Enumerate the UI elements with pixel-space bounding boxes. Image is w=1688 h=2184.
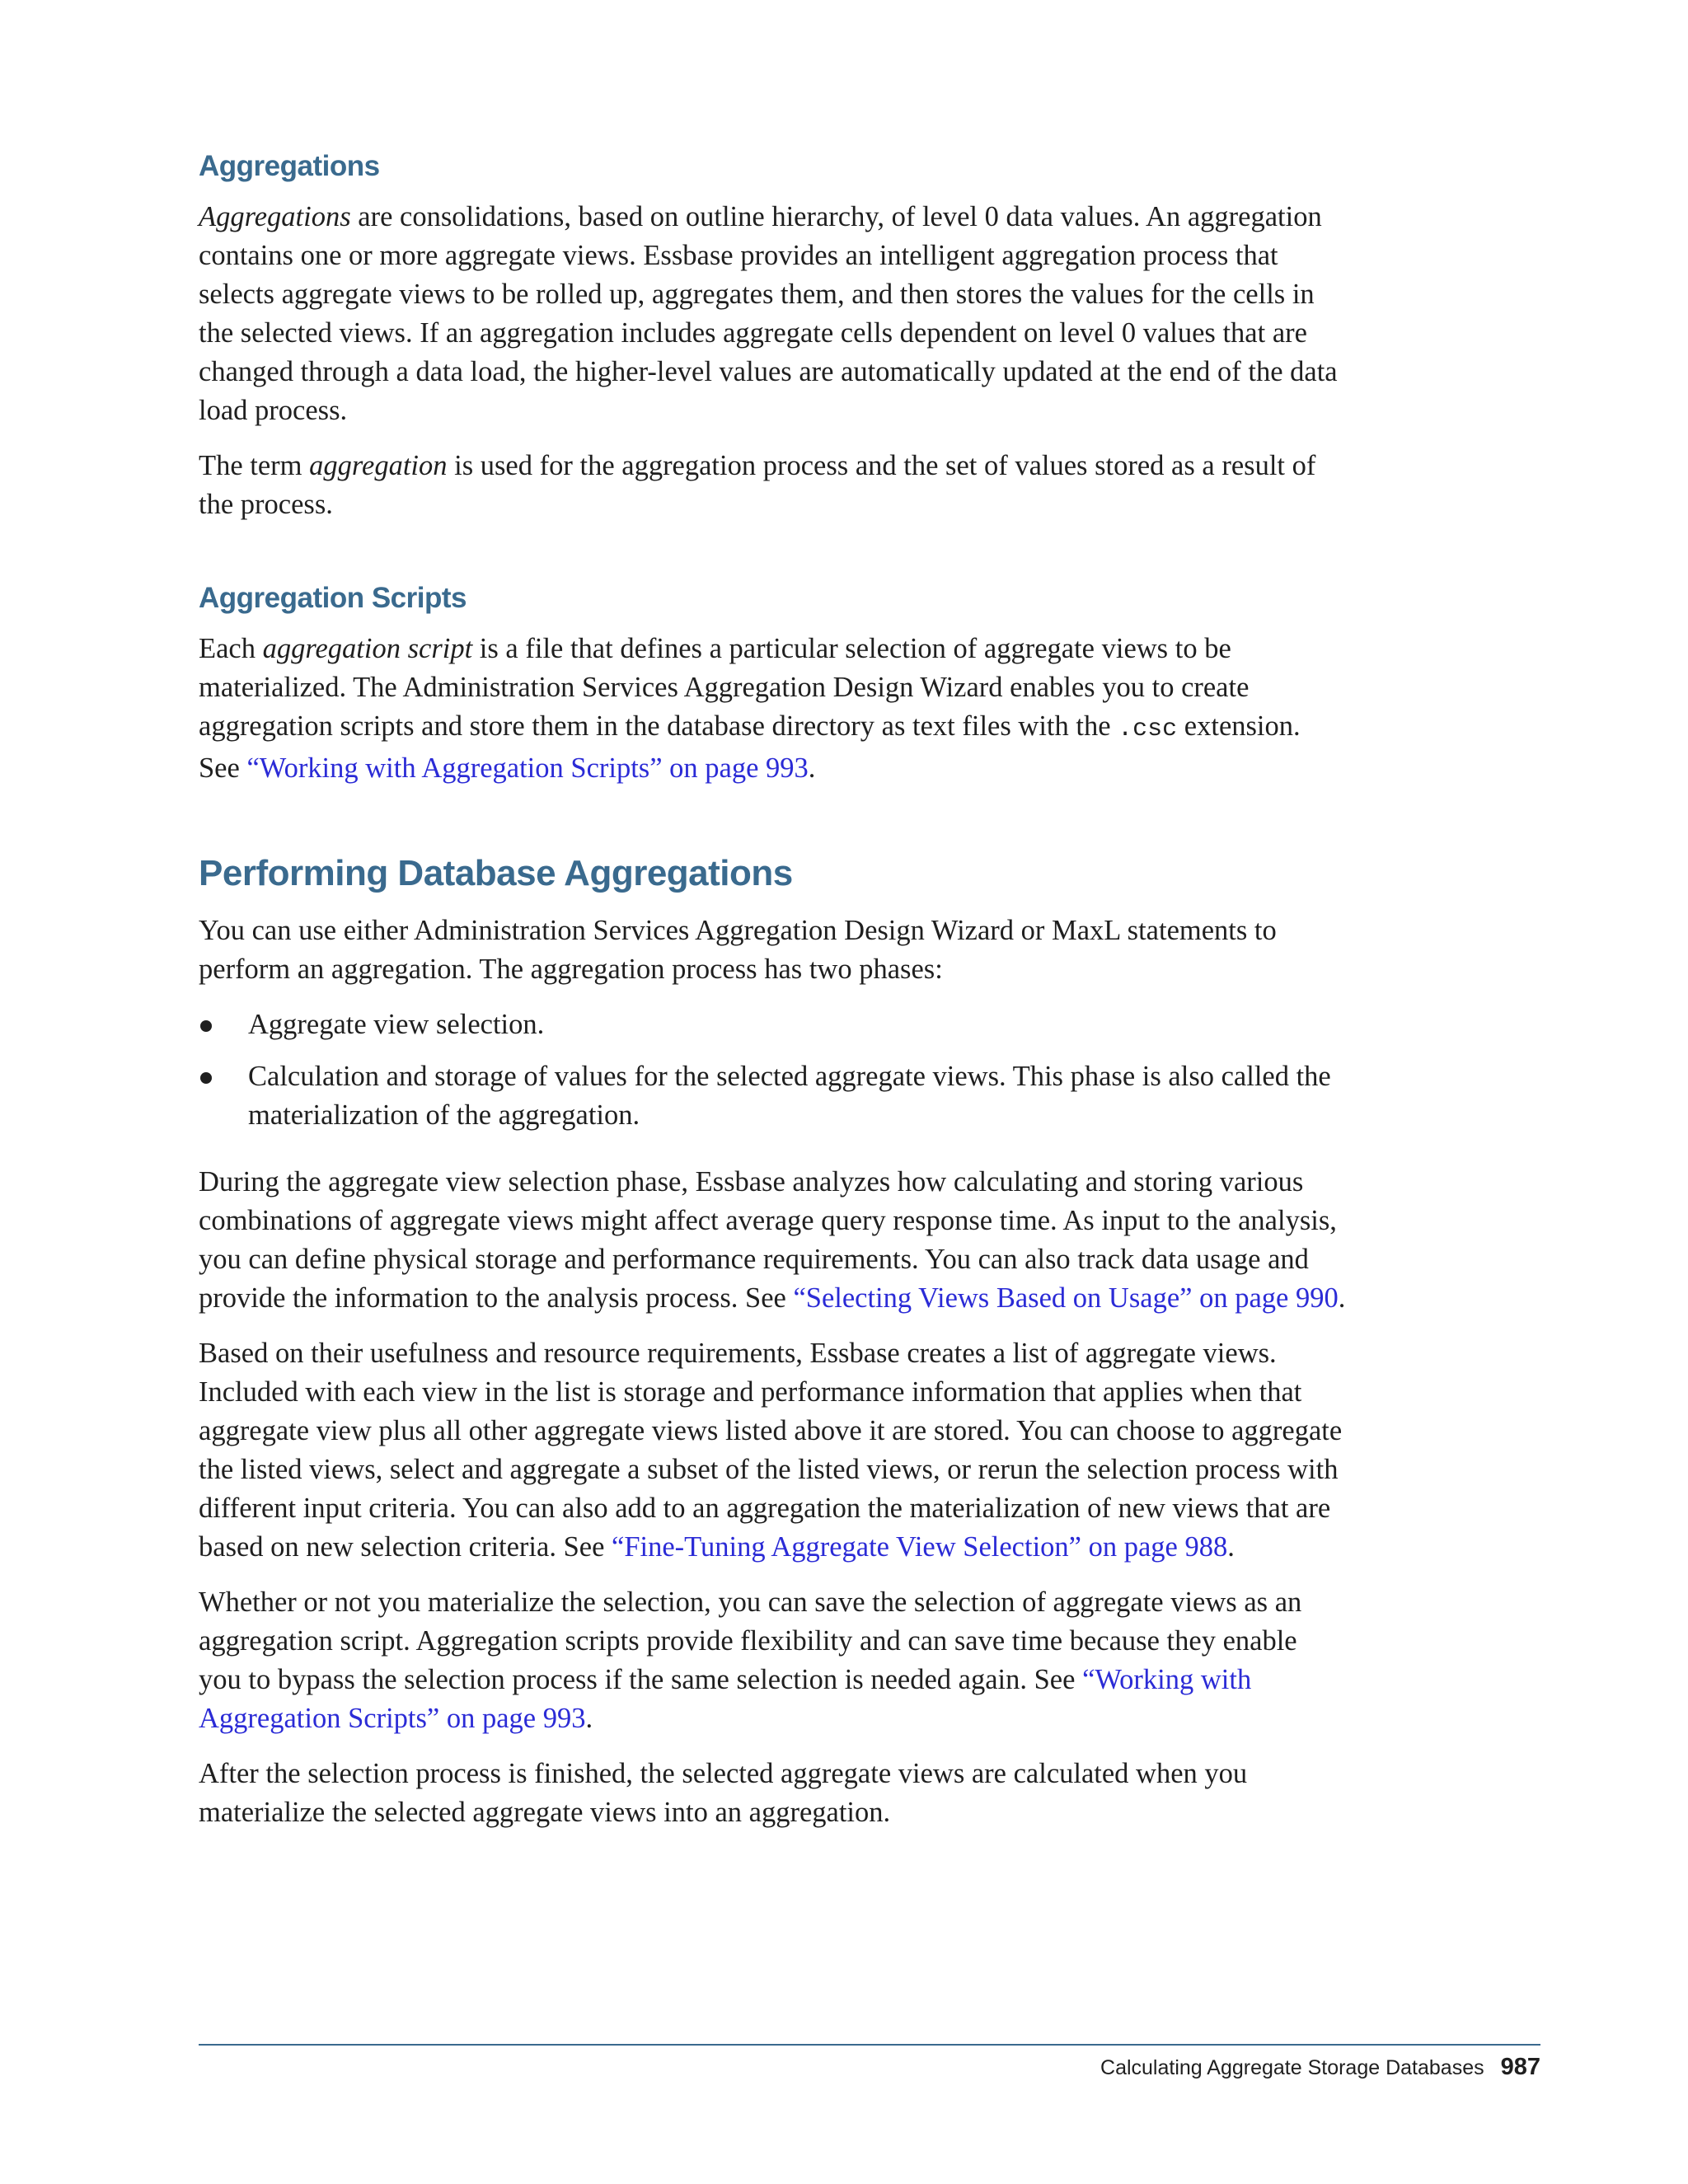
- term-aggregations: Aggregations: [199, 201, 351, 232]
- page-number: 987: [1500, 2054, 1540, 2080]
- paragraph-aggregation-term: [199, 447, 1346, 524]
- text: Each: [199, 633, 263, 664]
- text: .: [1338, 1282, 1346, 1314]
- bullet-icon: [200, 1020, 212, 1032]
- text: .: [1227, 1531, 1235, 1563]
- text: Whether or not you materialize the selection, you can save the selection of aggregate views as an aggregation script. Aggregation scripts provide flexibility and can save time because they enable you to bypass the selection process if the same selection is needed again. See: [199, 1586, 1302, 1695]
- section-performing-database-aggregations: [199, 849, 1346, 1832]
- heading-aggregation-scripts: Aggregation Scripts: [199, 582, 467, 614]
- heading-performing-database-aggregations: Performing Database Aggregations: [199, 853, 793, 893]
- paragraph-after-selection: After the selection process is finished, the selected aggregate views are calculated when you materialize the selected aggregate views into an aggregation.: [199, 1758, 1248, 1828]
- text: extension. See: [199, 710, 1301, 784]
- text: Based on their usefulness and resource requirements, Essbase creates a list of aggregate views. Included with each view in the list is storage and performance information that applies when that aggregate view plus all other aggregate views listed above it are stored. You can choose to aggregate the listed views, select and aggregate a subset of the listed views, or rerun the selection process with different input criteria. You can also add to an aggregation the materialization of new views that are based on new selection criteria. See: [199, 1338, 1343, 1563]
- list-item: [199, 1005, 1346, 1044]
- paragraph-whether-or-not: [199, 1583, 1346, 1738]
- phase-list: [199, 1005, 1346, 1135]
- paragraph-aggregations-definition: [199, 198, 1346, 430]
- heading-aggregations: Aggregations: [199, 150, 380, 182]
- link-working-with-aggregation-scripts[interactable]: “Working with Aggregation Scripts” on page 993: [199, 1664, 1252, 1734]
- paragraph-based-on-usefulness: [199, 1334, 1346, 1567]
- paragraph-intro: You can use either Administration Services Aggregation Design Wizard or MaxL statements to perform an aggregation. The aggregation process has two phases:: [199, 915, 1277, 985]
- page-footer: [1100, 2052, 1540, 2083]
- footer-title: Calculating Aggregate Storage Databases: [1100, 2056, 1484, 2079]
- text: .: [808, 752, 816, 784]
- list-item-text: Calculation and storage of values for the selected aggregate views. This phase is also called the materialization of the aggregation.: [248, 1061, 1331, 1131]
- text: is used for the aggregation process and the set of values stored as a result of the process.: [199, 450, 1316, 520]
- paragraph-aggregation-scripts: [199, 630, 1346, 788]
- text: During the aggregate view selection phase, Essbase analyzes how calculating and storing various combinations of aggregate views might affect average query response time. As input to the analysis, you can define physical storage and performance requirements. You can also track data usage and provide the information to the analysis process. See: [199, 1166, 1337, 1314]
- text: The term: [199, 450, 310, 481]
- text: .: [585, 1703, 593, 1734]
- list-item-text: Aggregate view selection.: [248, 1009, 545, 1040]
- bullet-icon: [200, 1072, 212, 1084]
- section-aggregation-scripts: [199, 579, 1346, 788]
- footer-divider: [199, 2044, 1540, 2046]
- text: are consolidations, based on outline hierarchy, of level 0 data values. An aggregation contains one or more aggregate views. Essbase provides an intelligent aggregation process that selects aggregate views to be rolled up, aggregates them, and then stores the values for the cells in the selected views. If an aggregation includes aggregate cells dependent on level 0 values that are changed through a data load, the higher-level values are automatically updated at the end of the data load process.: [199, 201, 1338, 426]
- link-working-with-aggregation-scripts[interactable]: “Working with Aggregation Scripts” on page 993: [246, 752, 809, 784]
- text: is a file that defines a particular selection of aggregate views to be materialized. The Administration Services Aggregation Design Wizard enables you to create aggregation scripts and store them in the database directory as text files with the: [199, 633, 1250, 742]
- page-body: [199, 147, 1346, 1849]
- paragraph-selection-phase: [199, 1163, 1346, 1318]
- link-fine-tuning-aggregate-view-selection[interactable]: “Fine-Tuning Aggregate View Selection” on page 988: [612, 1531, 1228, 1563]
- term-aggregation-script: aggregation script: [262, 633, 473, 664]
- list-item: [199, 1057, 1346, 1135]
- link-selecting-views-based-on-usage[interactable]: “Selecting Views Based on Usage” on page 990: [793, 1282, 1339, 1314]
- section-aggregations: [199, 147, 1346, 524]
- code-csc-extension: .csc: [1118, 715, 1178, 743]
- term-aggregation: aggregation: [309, 450, 448, 481]
